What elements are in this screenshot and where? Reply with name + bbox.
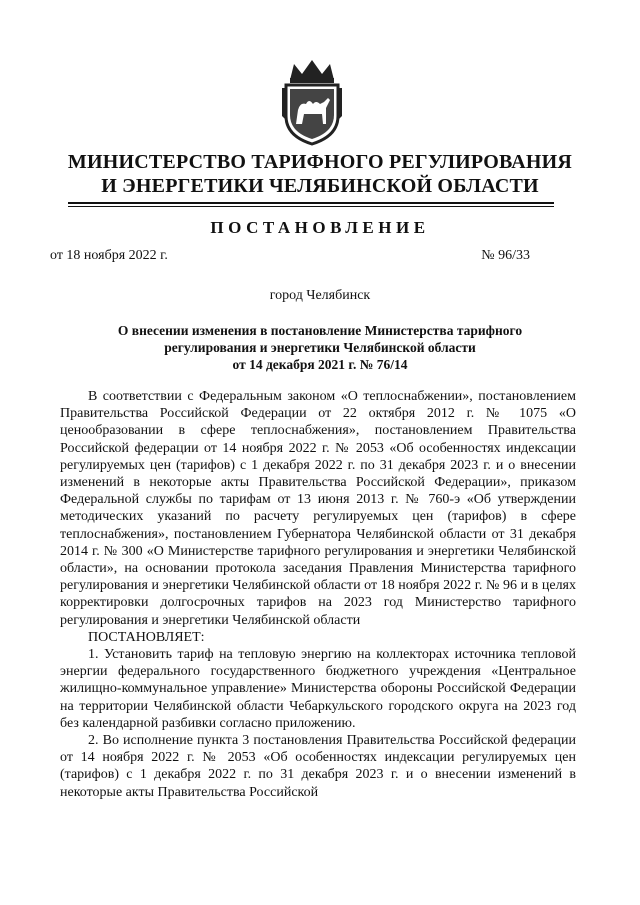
decree-city: город Челябинск — [269, 288, 371, 303]
subject-line3: от 14 декабря 2021 г. № 76/14 — [232, 357, 408, 372]
item-1-paragraph: 1. Установить тариф на тепловую энергию на коллекторах источника тепловой энергии федерального государственного бюджетного учреждения «Центральное жилищно-коммунальное управление» Министерства обороны Российской Федерации на территории Челябинской области Чебаркульского городского округа на 2023 год без календарной разбивки согласно приложению. — [60, 647, 576, 731]
ministry-name-line2: И ЭНЕРГЕТИКИ ЧЕЛЯБИНСКОЙ ОБЛАСТИ — [101, 175, 539, 197]
ministry-name-line1: МИНИСТЕРСТВО ТАРИФНОГО РЕГУЛИРОВАНИЯ — [67, 151, 573, 173]
coat-of-arms-icon — [276, 58, 348, 146]
decree-body — [60, 388, 576, 801]
subject-line2: регулирования и энергетики Челябинской области — [164, 340, 476, 355]
decree-subject — [80, 322, 560, 373]
subject-line1: О внесении изменения в постановление Министерства тарифного — [117, 323, 523, 338]
decree-number: № 96/33 — [481, 248, 530, 263]
decree-date: от 18 ноября 2022 г. — [50, 248, 168, 263]
resolve-heading: ПОСТАНОВЛЯЕТ: — [88, 629, 205, 645]
header-rule-thick — [68, 202, 554, 204]
decree-title: ПОСТАНОВЛЕНИЕ — [210, 218, 430, 237]
header-rule-thin — [68, 206, 554, 207]
item-2-paragraph: 2. Во исполнение пункта 3 постановления Правительства Российской федерации от 14 ноября 2022 г. № 2053 «Об особенностях индексации регулируемых цен (тарифов) с 1 декабря 2022 г. по 31 декабря 2023 г. и о внесении изменений в некоторые акты Правительства Российской — [60, 733, 576, 800]
ministry-name — [40, 150, 600, 198]
preamble-paragraph: В соответствии с Федеральным законом «О теплоснабжении», постановлением Правительства Российской Федерации от 22 октября 2012 г. № 1075 «О ценообразовании в сфере теплоснабжения», постановлением Правительства Российской федерации от 14 ноября 2022 г. № 2053 «Об особенностях индексации регулируемых цен (тарифов) с 1 декабря 2022 г. по 31 декабря 2023 г. и о внесении изменений в некоторые акты Правительства Российской Федерации», приказом Федеральной службы по тарифам от 13 июня 2013 г. № 760-э «Об утверждении методических указаний по расчету регулируемых цен (тарифов) в сфере теплоснабжения», постановлением Губернатора Челябинской области от 31 декабря 2014 г. № 300 «О Министерстве тарифного регулирования и энергетики Челябинской области», на основании протокола заседания Правления Министерства тарифного регулирования и энергетики Челябинской области от 18 ноября 2022 г. № 96 и в целях корректировки долгосрочных тарифов на 2023 год Министерство тарифного регулирования и энергетики Челябинской области — [60, 389, 576, 628]
